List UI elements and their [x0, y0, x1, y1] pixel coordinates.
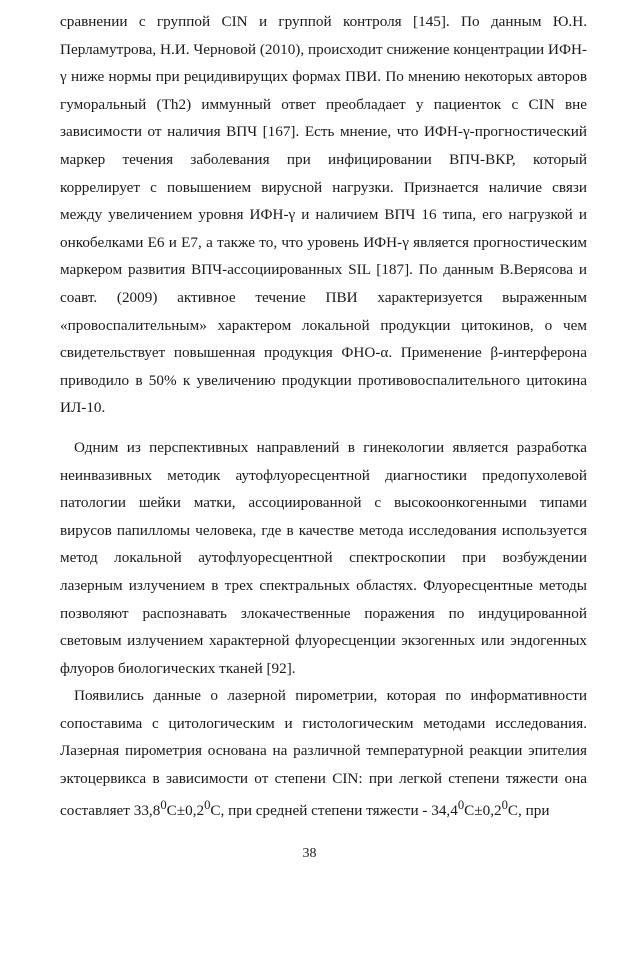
- paragraph-autofluorescence: [60, 434, 587, 682]
- paragraph-text: [60, 682, 587, 825]
- paragraph-text: Одним из перспективных направлений в гинекологии является разработка неинвазивных методик аутофлуоресцентной диагностики предопухолевой патологии шейки матки, ассоциированной с высокоонкогенными типами вирусов папилломы человека, где в качестве метода исследования используется метод локальной аутофлуоресцентной спектроскопии при возбуждении лазерным излучением в трех спектральных областях. Флуоресцентные методы позволяют распознавать злокачественные поражения по индуцированной световым излучением характерной флуоресценции экзогенных или эндогенных флуоров биологических тканей [92].: [60, 439, 587, 677]
- text-segment: С, при: [507, 802, 550, 820]
- page-number: 38: [302, 846, 317, 861]
- superscript: 0: [160, 798, 167, 813]
- paragraph-laser-pyrometry: [60, 682, 587, 825]
- superscript: 0: [501, 798, 508, 813]
- text-segment: С, при средней степени тяжести - 34,4: [210, 802, 458, 820]
- superscript: 0: [204, 798, 211, 813]
- paragraph-text: сравнении с группой CIN и группой контроля [145]. По данным Ю.Н. Перламутрова, Н.И. Черновой (2010), происходит снижение концентрации ИФН-γ ниже нормы при рецидивирущих формах ПВИ. По мнению некоторых авторов гуморальный (Th2) иммунный ответ преобладает у пациенток с CIN вне зависимости от наличия ВПЧ [167]. Есть мнение, что ИФН-γ-прогностический маркер течения заболевания при инфицировании ВПЧ-ВКР, который коррелирует с повышением вирусной нагрузки. Признается наличие связи между увеличением уровня ИФН-γ и наличием ВПЧ 16 типа, его нагрузкой и онкобелками Е6 и Е7, а также то, что уровень ИФН-γ является прогностическим маркером развития ВПЧ-ассоциированных SIL [187]. По данным В.Верясова и соавт. (2009) активное течение ПВИ характеризуется выраженным «провоспалительным» характером локальной продукции цитокинов, о чем свидетельствует повышенная продукция ФНО-α. Применение β-интерферона приводило в 50% к увеличению продукции противовоспалительного цитокина ИЛ-10.: [60, 13, 587, 417]
- paragraph-cytokines: [60, 8, 587, 422]
- superscript: 0: [457, 798, 465, 813]
- text-segment: Появились данные о лазерной пирометрии, которая по информативности сопоставима с цитологическим и гистологическим методами исследования. Лазерная пирометрия основана на различной температурной реакции эпителия эктоцервикса в зависимости от степени CIN: при легкой степени тяжести она составляет 33,8: [60, 687, 587, 820]
- text-segment: С±0,2: [464, 802, 502, 820]
- text-segment: С±0,2: [166, 802, 205, 820]
